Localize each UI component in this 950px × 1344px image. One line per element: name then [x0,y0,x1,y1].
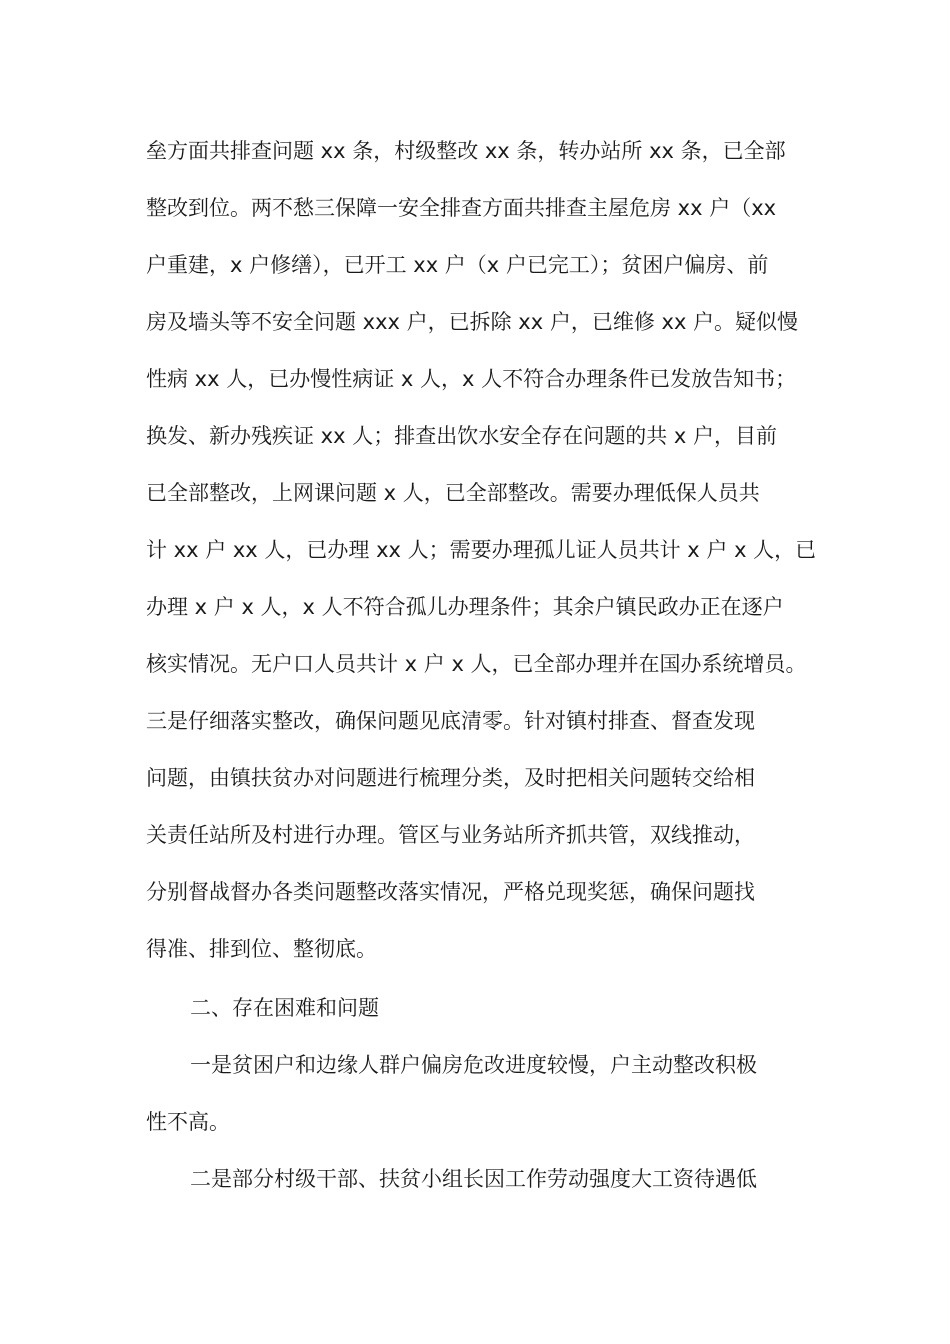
paragraph-line: 二是部分村级干部、扶贫小组长因工作劳动强度大工资待遇低 [190,1167,757,1191]
paragraph-line: 关责任站所及村进行办理。管区与业务站所齐抓共管，双线推动， [146,823,755,847]
paragraph-line: 问题，由镇扶贫办对问题进行梳理分类，及时把相关问题转交给相 [146,766,755,790]
paragraph-line: 得准、排到位、整彻底。 [146,937,377,961]
paragraph-line: 核实情况。无户口人员共计 x 户 x 人，已全部办理并在国办系统增员。 [146,652,807,676]
paragraph-line: 性不高。 [146,1110,230,1134]
paragraph-line: 计 xx 户 xx 人，已办理 xx 人；需要办理孤儿证人员共计 x 户 x 人，已 [146,538,817,562]
paragraph-line: 整改到位。两不愁三保障一安全排查方面共排查主屋危房 xx 户（xx [146,196,777,220]
section-heading: 二、存在困难和问题 [190,996,379,1020]
paragraph-line: 一是贫困户和边缘人群户偏房危改进度较慢，户主动整改积极 [190,1053,757,1077]
paragraph-line: 已全部整改，上网课问题 x 人，已全部整改。需要办理低保人员共 [146,481,760,505]
paragraph-line: 房及墙头等不安全问题 xxx 户，已拆除 xx 户，已维修 xx 户。疑似慢 [146,310,799,334]
paragraph-line: 办理 x 户 x 人，x 人不符合孤儿办理条件；其余户镇民政办正在逐户 [146,595,784,619]
paragraph-line: 三是仔细落实整改，确保问题见底清零。针对镇村排查、督查发现 [146,709,755,733]
paragraph-line: 性病 xx 人，已办慢性病证 x 人，x 人不符合办理条件已发放告知书； [146,367,797,391]
paragraph-line: 分别督战督办各类问题整改落实情况，严格兑现奖惩，确保问题找 [146,880,755,904]
paragraph-line: 户重建，x 户修缮），已开工 xx 户（x 户已完工）；贫困户偏房、前 [146,253,769,277]
paragraph-line: 垒方面共排查问题 xx 条，村级整改 xx 条，转办站所 xx 条，已全部 [146,139,786,163]
paragraph-line: 换发、新办残疾证 xx 人；排查出饮水安全存在问题的共 x 户，目前 [146,424,777,448]
